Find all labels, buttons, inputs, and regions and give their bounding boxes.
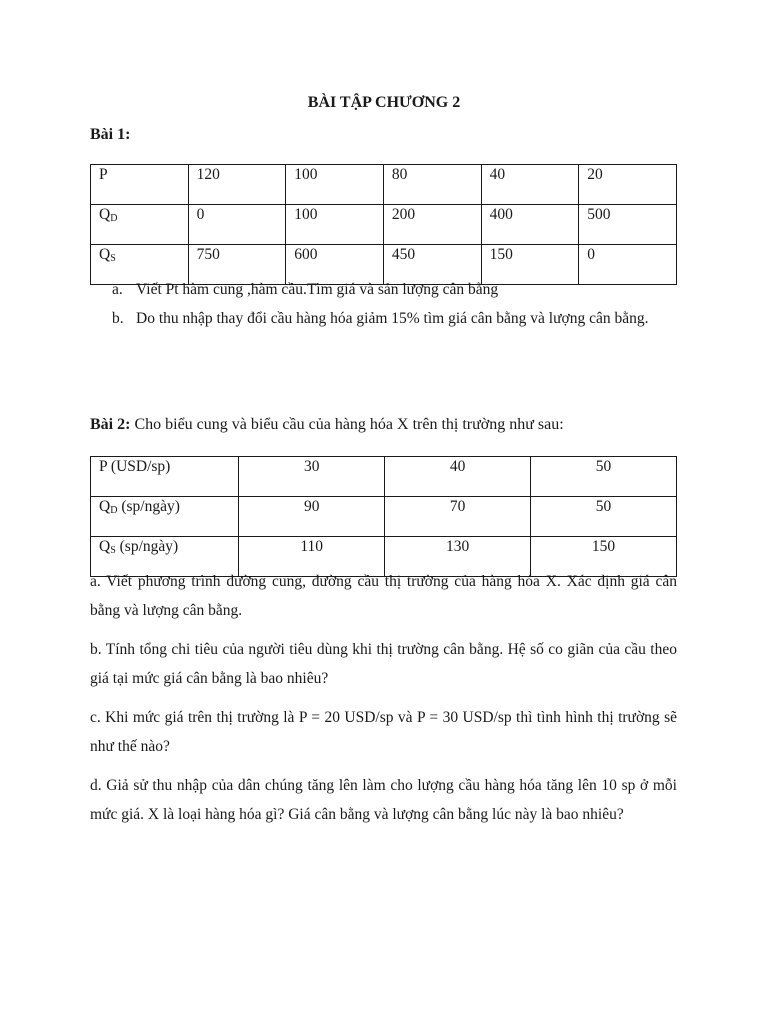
exercise-2-heading: [90, 416, 564, 434]
table-cell: 110: [239, 537, 385, 577]
row-label: $Q_D$ (sp/ngày): [91, 497, 239, 537]
table-cell: 500: [579, 205, 677, 245]
item-label: a.: [112, 281, 123, 298]
item-text: Do thu nhập thay đổi cầu hàng hóa giảm 15% tìm giá cân bằng và lượng cân bằng.: [136, 310, 649, 327]
table-cell: 450: [383, 245, 481, 285]
table-cell: 70: [385, 497, 531, 537]
row-label: $Q_S$: [91, 245, 189, 285]
exercise-1-table: [90, 164, 677, 285]
table-cell: 200: [383, 205, 481, 245]
document-title: BÀI TẬP CHƯƠNG 2: [307, 94, 461, 111]
table-cell: 50: [531, 497, 677, 537]
table-row: [91, 497, 677, 537]
exercise-2-label: Bài 2:: [90, 416, 131, 433]
row-label: $Q_S$ (sp/ngày): [91, 537, 239, 577]
table-cell: 130: [385, 537, 531, 577]
table-row: [91, 205, 677, 245]
table-cell: 80: [383, 165, 481, 205]
exercise-2-question-d: d. Giả sử thu nhập của dân chúng tăng lên làm cho lượng cầu hàng hóa tăng lên 10 sp ở mỗi mức giá. X là loại hàng hóa gì? Giá cân bằng và lượng cân bằng lúc này là bao nhiêu?: [90, 777, 677, 823]
exercise-1-heading: [90, 126, 130, 144]
table-cell: 40: [385, 457, 531, 497]
table-cell: 30: [239, 457, 385, 497]
table-cell: 0: [579, 245, 677, 285]
table-cell: 100: [286, 165, 384, 205]
table-cell: 50: [531, 457, 677, 497]
exercise-1-item-a: [112, 275, 677, 304]
table-cell: 150: [481, 245, 579, 285]
exercise-1-label: Bài 1:: [90, 126, 131, 143]
exercise-2-question-a: a. Viết phương trình đường cung, đường cầu thị trường của hàng hóa X. Xác định giá cân bằng và lượng cân bằng.: [90, 573, 677, 619]
table-cell: 90: [239, 497, 385, 537]
exercise-2-question-c: c. Khi mức giá trên thị trường là P = 20 USD/sp và P = 30 USD/sp thì tình hình thị trường sẽ như thế nào?: [90, 709, 677, 755]
table-cell: 750: [188, 245, 286, 285]
row-label: P (USD/sp): [91, 457, 239, 497]
exercise-2-question-b: b. Tính tổng chi tiêu của người tiêu dùng khi thị trường cân bằng. Hệ số co giãn của cầu theo giá tại mức giá cân bằng là bao nhiêu?: [90, 641, 677, 687]
exercise-1-item-b: [112, 304, 677, 333]
table-row: [91, 165, 677, 205]
item-label: b.: [112, 310, 124, 327]
item-text: Viết Pt hàm cung ,hàm cầu.Tìm giá và sản lượng cân bằng: [136, 281, 499, 298]
table-cell: 100: [286, 205, 384, 245]
table-cell: 0: [188, 205, 286, 245]
table-cell: 40: [481, 165, 579, 205]
table-cell: 400: [481, 205, 579, 245]
exercise-2-table: [90, 456, 677, 577]
exercise-2-intro: Cho biểu cung và biểu cầu của hàng hóa X trên thị trường như sau:: [130, 416, 564, 433]
table-row: [91, 457, 677, 497]
row-label: $Q_D$: [91, 205, 189, 245]
table-cell: 600: [286, 245, 384, 285]
table-cell: 150: [531, 537, 677, 577]
table-cell: 20: [579, 165, 677, 205]
table-cell: 120: [188, 165, 286, 205]
row-label: P: [91, 165, 189, 205]
